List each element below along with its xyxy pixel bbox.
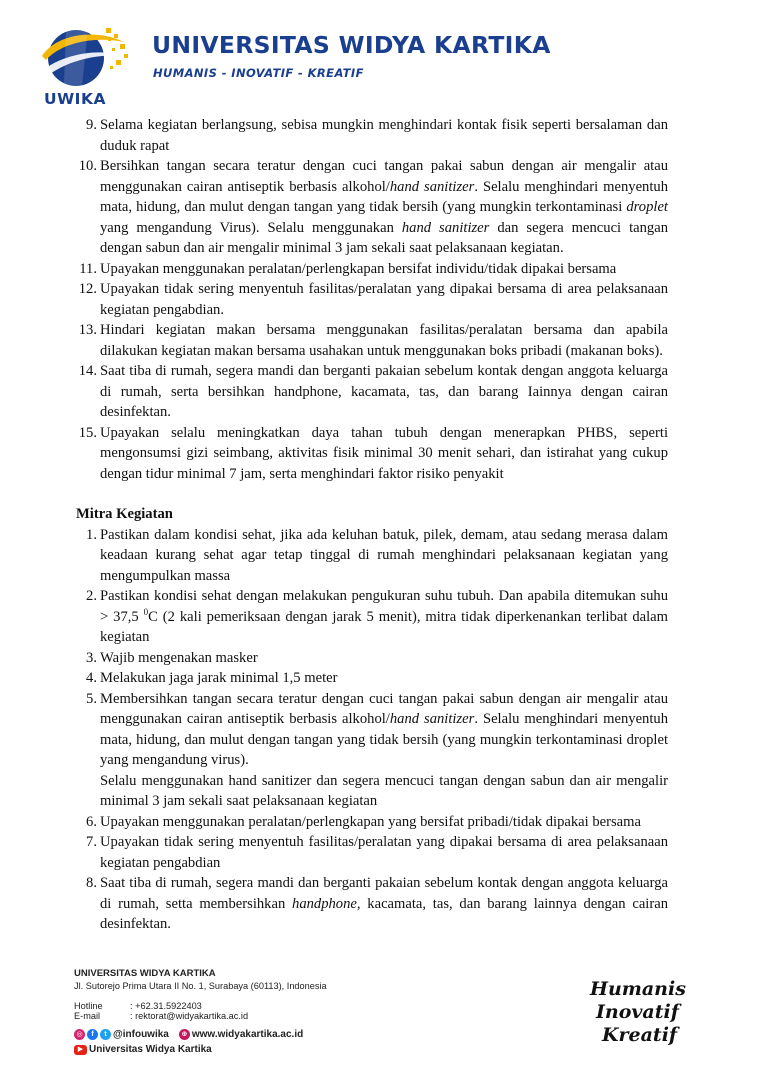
list-text: Pastikan kondisi sehat dengan melakukan pengukuran suhu tubuh. Dan apabila ditemukan suhu > 37,5 $^0$C (2 kali pemeriksaan dengan jarak 5 menit), mitra tidak diperkenankan terlibat dalam kegiatan (100, 588, 668, 645)
list-text: Bersihkan tangan secara teratur dengan cuci tangan pakai sabun dengan air mengalir atau menggunakan cairan antiseptik berbasis alkohol/hand sanitizer. Selalu menghindari menyentuh mata, hidung, dan mulut dengan tangan yang tidak bersih (yang mungkin terkontaminasi droplet yang mengandung Virus). Selalu menggunakan hand sanitizer dan segera mencuci tangan dengan sabun dan air mengalir minimal 3 jam sekali saat pelaksanaan kegiatan. (100, 158, 669, 256)
hotline-value: : +62.31.5922403 (130, 1001, 202, 1011)
facebook-icon: f (87, 1029, 98, 1040)
list-item (76, 320, 668, 361)
youtube-row (74, 1044, 474, 1055)
list-text: Pastikan dalam kondisi sehat, jika ada keluhan batuk, pilek, demam, atau sedang merasa dalam keadaan kurang sehat agar tetap tinggal di rumah menghindari pelaksanaan kegiatan yang mengumpulkan massa (100, 526, 668, 584)
list-item (76, 279, 668, 320)
list-item (76, 361, 668, 423)
list-text: Upayakan tidak sering menyentuh fasilitas/peralatan yang dipakai bersama di area pelaksanaan kegiatan pengabdian (100, 834, 668, 871)
letterhead (0, 0, 768, 112)
list-number: 4. (86, 670, 97, 686)
list-number: 10. (78, 158, 97, 174)
instagram-icon: ◎ (74, 1029, 85, 1040)
list-number: 12. (78, 281, 97, 297)
university-tagline: HUMANIS - INOVATIF - KREATIF (153, 66, 364, 80)
footer-contacts (74, 1001, 474, 1021)
list-number: 5. (86, 690, 97, 707)
list-number: 2. (86, 588, 97, 604)
email-row (74, 1011, 474, 1021)
section-heading: Mitra Kegiatan (76, 506, 173, 522)
list-item (76, 586, 668, 648)
uwika-emblem-icon (36, 16, 136, 96)
document-body (76, 115, 668, 935)
list-number: 6. (86, 813, 97, 830)
list-number: 14. (78, 363, 97, 379)
letterhead-footer (74, 968, 474, 1055)
hotline-label: Hotline (74, 1001, 103, 1011)
list-number: 3. (86, 649, 97, 666)
list-text: Saat tiba di rumah, segera mandi dan berganti pakaian sebelum kontak dengan anggota keluarga di rumah, serta bersihkan handphone, kacamata, tas, dan barang Iainnya dengan cairan desinfektan. (100, 363, 668, 420)
list-number: 9. (86, 117, 97, 133)
youtube-channel: Universitas Widya Kartika (89, 1044, 212, 1055)
list-text: Membersihkan tangan secara teratur dengan cuci tangan pakai sabun dengan air mengalir atau menggunakan cairan antiseptik berbasis alkohol/hand sanitizer. Selalu menghindari menyentuh mata, hidung, dan mulut dengan tangan yang tidak bersih (yang mungkin terkontaminasi droplet yang mengandung virus). Selalu menggunakan hand sanitizer dan segera mencuci tangan dengan sabun dan air mengalir minimal 3 jam sekali saat pelaksanaan kegiatan (100, 691, 668, 812)
mitra-list (76, 525, 668, 935)
twitter-icon: t (100, 1029, 111, 1040)
list-number: 7. (86, 834, 97, 850)
motto-script (590, 978, 686, 1047)
list-item (76, 873, 668, 935)
list-item (76, 156, 668, 259)
list-item (76, 115, 668, 156)
email-label: E-mail (74, 1011, 101, 1021)
logo-wordmark: UWIKA (44, 90, 106, 108)
list-subparagraph: Selalu menggunakan hand sanitizer dan segera mencuci tangan dengan sabun dan air mengalir minimal 3 jam sekali saat pelaksanaan kegiatan (100, 772, 668, 809)
list-number: 15. (78, 424, 97, 441)
list-text: Saat tiba di rumah, segera mandi dan berganti pakaian sebelum kontak dengan anggota keluarga di rumah, setta membersihkan handphone, kacamata, tas, dan barang lainnya dengan cairan desinfektan. (100, 875, 668, 932)
uwika-logo (36, 16, 136, 108)
list-item (76, 689, 668, 812)
list-text: Melakukan jaga jarak minimal 1,5 meter (100, 670, 338, 686)
list-text: Wajib mengenakan masker (100, 649, 258, 666)
social-row (74, 1029, 474, 1040)
list-item (76, 832, 668, 873)
footer-university-name: UNIVERSITAS WIDYA KARTIKA (74, 968, 216, 979)
motto-line: Inovatif (596, 1001, 679, 1023)
list-item (76, 423, 668, 485)
list-number: 1. (86, 526, 97, 543)
university-name: UNIVERSITAS WIDYA KARTIKA (152, 31, 551, 59)
list-item (76, 525, 668, 587)
motto-line: Kreatif (602, 1024, 678, 1046)
youtube-icon: ▶ (74, 1045, 87, 1055)
social-handle: @infouwika (113, 1029, 169, 1040)
protocol-list-continued (76, 115, 668, 484)
website-link: www.widyakartika.ac.id (191, 1029, 304, 1040)
list-text: Upayakan selalu meningkatkan daya tahan tubuh dengan menerapkan PHBS, seperti mengonsumsi gizi seimbang, aktivitas fisik minimal 30 menit sehari, dan istirahat yang cukup dengan tidur minimal 7 jam, serta menghindari faktor risiko penyakit (100, 424, 668, 482)
list-text: Selama kegiatan berlangsung, sebisa mungkin menghindari kontak fisik seperti bersalaman dan duduk rapat (100, 117, 668, 154)
hotline-row (74, 1001, 474, 1011)
list-text: Upayakan tidak sering menyentuh fasilitas/peralatan yang dipakai bersama di area pelaksanaan kegiatan pengabdian. (100, 281, 668, 318)
footer-address: Jl. Sutorejo Prima Utara II No. 1, Surabaya (60113), Indonesia (74, 981, 327, 991)
list-number: 8. (86, 875, 97, 891)
list-number: 13. (78, 322, 97, 338)
list-item (76, 812, 668, 833)
list-text: Upayakan menggunakan peralatan/perlengkapan bersifat individu/tidak dipakai bersama (100, 260, 617, 277)
list-item (76, 648, 668, 669)
list-text: Upayakan menggunakan peralatan/perlengkapan yang bersifat pribadi/tidak dipakai bersama (100, 813, 641, 830)
list-text: Hindari kegiatan makan bersama menggunakan fasilitas/peralatan bersama dan apabila dilakukan kegiatan makan bersama usahakan untuk menggunakan boks pribadi (makanan boks). (100, 322, 668, 359)
globe-icon: ⊕ (179, 1029, 190, 1040)
list-item (76, 259, 668, 280)
email-value: : rektorat@widyakartika.ac.id (130, 1011, 249, 1021)
list-number: 11. (79, 260, 97, 277)
list-item (76, 668, 668, 689)
motto-line: Humanis (590, 978, 686, 1000)
